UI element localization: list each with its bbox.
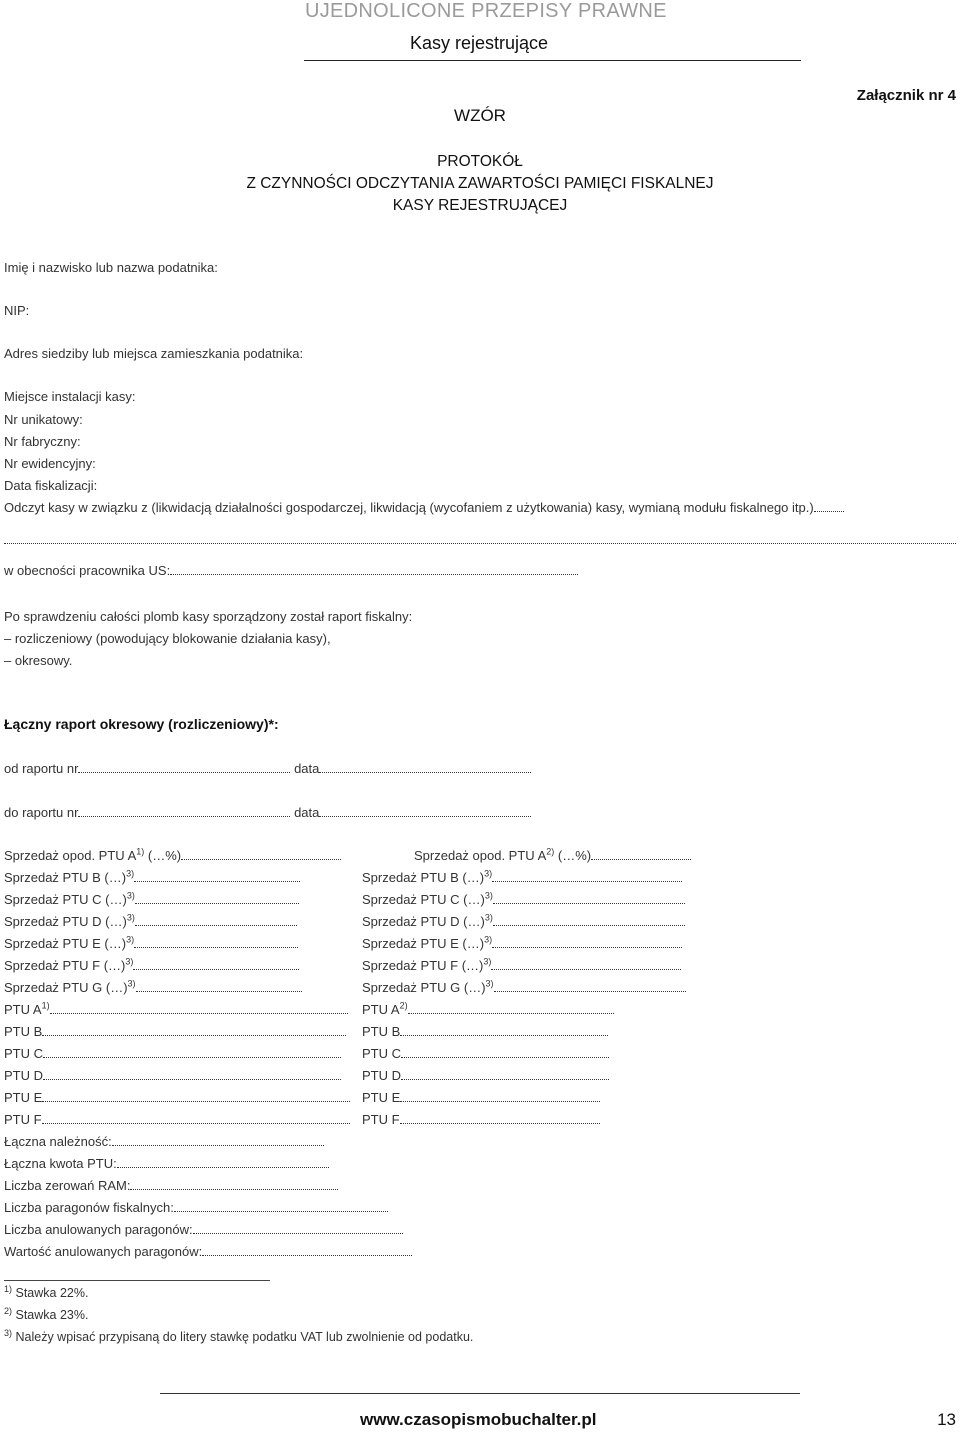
sales-row-left xyxy=(4,958,299,973)
report-intro: Po sprawdzeniu całości plomb kasy sporządzony został raport fiskalny: xyxy=(4,609,413,624)
fill-line xyxy=(133,958,299,970)
sales-row-right xyxy=(362,958,681,973)
fill-line xyxy=(117,1156,329,1168)
fill-line xyxy=(130,1178,338,1190)
total-label: Liczba zerowań RAM: xyxy=(4,1178,131,1193)
to-report-row xyxy=(4,805,531,820)
footnote-ref: 1) xyxy=(136,846,145,857)
total-row xyxy=(4,1200,388,1215)
sales-suffix: (…%) xyxy=(554,848,592,863)
fiscal-date-field: Data fiskalizacji: xyxy=(4,478,98,493)
sales-row-left xyxy=(4,936,298,951)
sales-row-right xyxy=(362,980,686,995)
fill-line xyxy=(112,1134,324,1146)
sales-label: Sprzedaż PTU F (…) xyxy=(4,958,126,973)
fill-line xyxy=(400,1112,600,1124)
fill-line xyxy=(408,1002,614,1014)
total-label: Liczba paragonów fiskalnych: xyxy=(4,1200,174,1215)
sales-label: Sprzedaż PTU D (…) xyxy=(362,914,485,929)
fill-line xyxy=(493,914,685,926)
sales-row-right xyxy=(362,914,685,929)
footer-url: www.czasopismobuchalter.pl xyxy=(360,1410,597,1429)
footnote-ref: 3) xyxy=(126,868,135,879)
to-date-label: data xyxy=(294,805,320,820)
fill-line xyxy=(135,914,297,926)
reading-reason-label: Odczyt kasy w związku z (likwidacją działalności gospodarczej, likwidacją (wycofaniem z użytkowania) kasy, wymianą modułu fiskalnego itp.) xyxy=(4,500,814,515)
total-label: Łączna należność: xyxy=(4,1134,112,1149)
attachment-label: Załącznik nr 4 xyxy=(856,87,956,104)
fill-line xyxy=(494,980,686,992)
fill-line xyxy=(319,805,531,817)
footnote-mark: 3) xyxy=(4,1327,13,1338)
sales-row-left xyxy=(4,1002,348,1017)
sales-row-left xyxy=(4,980,302,995)
sales-suffix: (…%) xyxy=(144,848,182,863)
footnote-ref: 3) xyxy=(484,934,493,945)
footnote-ref: 3) xyxy=(484,912,493,923)
sales-label: Sprzedaż PTU D (…) xyxy=(4,914,127,929)
from-report-row xyxy=(4,761,531,776)
sales-label: PTU A xyxy=(362,1002,400,1017)
sales-row-left xyxy=(4,870,300,885)
total-row xyxy=(4,1134,324,1149)
fill-line xyxy=(4,533,956,544)
reading-reason-field xyxy=(4,500,844,515)
footnote-ref: 3) xyxy=(127,978,136,989)
sales-row-right xyxy=(362,1068,609,1083)
title-line-3: KASY REJESTRUJĄCEJ xyxy=(392,197,568,214)
fill-line xyxy=(78,805,290,817)
sales-label: Sprzedaż PTU E (…) xyxy=(362,936,485,951)
factory-nr-field: Nr fabryczny: xyxy=(4,434,81,449)
total-label: Liczba anulowanych paragonów: xyxy=(4,1222,193,1237)
sales-row-right xyxy=(362,1090,600,1105)
fill-line xyxy=(134,936,298,948)
footnote-mark: 2) xyxy=(4,1305,13,1316)
fill-line xyxy=(42,1112,350,1124)
footnote-ref: 3) xyxy=(125,956,134,967)
sales-row-left xyxy=(4,1046,341,1061)
fill-line xyxy=(136,980,302,992)
from-report-label: od raportu nr xyxy=(4,761,79,776)
sales-label: Sprzedaż PTU E (…) xyxy=(4,936,127,951)
section-title: Kasy rejestrujące xyxy=(410,33,549,53)
sales-row-right xyxy=(362,870,682,885)
sales-label: Sprzedaż PTU G (…) xyxy=(362,980,486,995)
footnote-mark: 1) xyxy=(4,1283,13,1294)
sales-row-left xyxy=(4,1112,350,1127)
fill-line xyxy=(174,1200,388,1212)
sales-label: PTU D xyxy=(4,1068,43,1083)
fill-line xyxy=(492,936,682,948)
sales-row-right xyxy=(362,936,682,951)
nip-field: NIP: xyxy=(4,303,30,318)
footnote-ref: 3) xyxy=(485,978,494,989)
total-row xyxy=(4,1156,329,1171)
sales-label: PTU D xyxy=(362,1068,401,1083)
sales-row-left xyxy=(4,1068,341,1083)
footnote-text: Stawka 23%. xyxy=(15,1308,89,1322)
sales-row-left xyxy=(4,892,299,907)
sales-label: PTU E xyxy=(362,1090,401,1105)
fill-line xyxy=(400,1090,600,1102)
footnote-ref: 2) xyxy=(399,1000,408,1011)
fill-line xyxy=(43,1046,341,1058)
fill-line xyxy=(814,500,844,512)
sales-label: Sprzedaż PTU C (…) xyxy=(362,892,485,907)
total-row xyxy=(4,1178,338,1193)
location-field: Miejsce instalacji kasy: xyxy=(4,389,136,404)
sales-label: Sprzedaż PTU F (…) xyxy=(362,958,484,973)
sales-row-right xyxy=(362,1046,609,1061)
sales-label: Sprzedaż PTU B (…) xyxy=(4,870,127,885)
fill-line xyxy=(78,761,290,773)
footnote-text: Należy wpisać przypisaną do litery stawkę podatku VAT lub zwolnienie od podatku. xyxy=(15,1330,474,1344)
template-label: WZÓR xyxy=(454,106,506,125)
fill-line xyxy=(401,1068,609,1080)
fill-line xyxy=(401,1046,609,1058)
sales-label: Sprzedaż PTU B (…) xyxy=(362,870,485,885)
sales-row-left xyxy=(4,1090,350,1105)
footnote xyxy=(4,1283,89,1300)
sales-row-right xyxy=(362,892,685,907)
fill-line xyxy=(170,563,578,575)
fill-line xyxy=(42,1024,346,1036)
fill-line xyxy=(319,761,531,773)
fill-line xyxy=(181,848,341,860)
fill-line xyxy=(202,1244,412,1256)
fill-line xyxy=(43,1068,341,1080)
sales-row-left xyxy=(4,848,341,863)
fill-line xyxy=(493,892,685,904)
sales-label: Sprzedaż PTU C (…) xyxy=(4,892,127,907)
sales-label: PTU B xyxy=(362,1024,401,1039)
fill-line xyxy=(492,870,682,882)
title-line-2: Z CZYNNOŚCI ODCZYTANIA ZAWARTOŚCI PAMIĘCI FISKALNEJ xyxy=(246,175,714,192)
footnote-ref: 2) xyxy=(546,846,555,857)
fill-line xyxy=(50,1002,348,1014)
sales-row-left xyxy=(4,914,297,929)
sales-label: PTU A xyxy=(4,1002,42,1017)
total-row xyxy=(4,1222,403,1237)
footnote xyxy=(4,1327,474,1344)
footnote-ref: 3) xyxy=(126,912,135,923)
fill-line xyxy=(135,892,299,904)
sales-label: PTU F xyxy=(4,1112,42,1127)
header-rule xyxy=(304,60,801,61)
summary-heading: Łączny raport okresowy (rozliczeniowy)*: xyxy=(4,716,279,732)
total-label: Wartość anulowanych paragonów: xyxy=(4,1244,203,1259)
total-label: Łączna kwota PTU: xyxy=(4,1156,117,1171)
footnote xyxy=(4,1305,89,1322)
sales-row-right xyxy=(362,1024,608,1039)
sales-label: PTU F xyxy=(362,1112,400,1127)
sales-row-right xyxy=(414,848,691,863)
page-number: 13 xyxy=(937,1410,956,1429)
total-row xyxy=(4,1244,412,1259)
taxpayer-field: Imię i nazwisko lub nazwa podatnika: xyxy=(4,260,218,275)
title-line-1: PROTOKÓŁ xyxy=(437,153,523,170)
report-option-periodic: – okresowy. xyxy=(4,653,73,668)
footnote-text: Stawka 22%. xyxy=(15,1286,89,1300)
address-field: Adres siedziby lub miejsca zamieszkania podatnika: xyxy=(4,346,304,361)
fill-line xyxy=(491,958,681,970)
footnote-ref: 3) xyxy=(483,956,492,967)
to-report-label: do raportu nr xyxy=(4,805,79,820)
footer-rule xyxy=(160,1393,800,1394)
sales-label: PTU B xyxy=(4,1024,43,1039)
footnote-ref: 3) xyxy=(484,868,493,879)
fill-line xyxy=(42,1090,350,1102)
sales-label: PTU C xyxy=(362,1046,401,1061)
sales-row-right xyxy=(362,1002,614,1017)
sales-label: Sprzedaż opod. PTU A xyxy=(4,848,137,863)
sales-label: Sprzedaż PTU G (…) xyxy=(4,980,128,995)
sales-label: PTU C xyxy=(4,1046,43,1061)
fill-line xyxy=(193,1222,403,1234)
sales-label: PTU E xyxy=(4,1090,43,1105)
unique-nr-field: Nr unikatowy: xyxy=(4,412,83,427)
footnote-rule xyxy=(4,1280,270,1281)
footnote-ref: 3) xyxy=(126,890,135,901)
from-date-label: data xyxy=(294,761,320,776)
document-title xyxy=(0,151,960,217)
footnote-ref: 3) xyxy=(484,890,493,901)
footnote-ref: 3) xyxy=(126,934,135,945)
us-employee-label: w obecności pracownika US: xyxy=(4,563,171,578)
fill-line xyxy=(134,870,300,882)
publication-title: UJEDNOLICONE PRZEPISY PRAWNE xyxy=(305,0,667,22)
sales-row-right xyxy=(362,1112,600,1127)
report-option-settlement: – rozliczeniowy (powodujący blokowanie działania kasy), xyxy=(4,631,331,646)
us-employee-field xyxy=(4,563,578,578)
registry-nr-field: Nr ewidencyjny: xyxy=(4,456,96,471)
footnote-ref: 1) xyxy=(41,1000,50,1011)
fill-line xyxy=(591,848,691,860)
sales-row-left xyxy=(4,1024,346,1039)
fill-line xyxy=(400,1024,608,1036)
sales-label: Sprzedaż opod. PTU A xyxy=(414,848,547,863)
